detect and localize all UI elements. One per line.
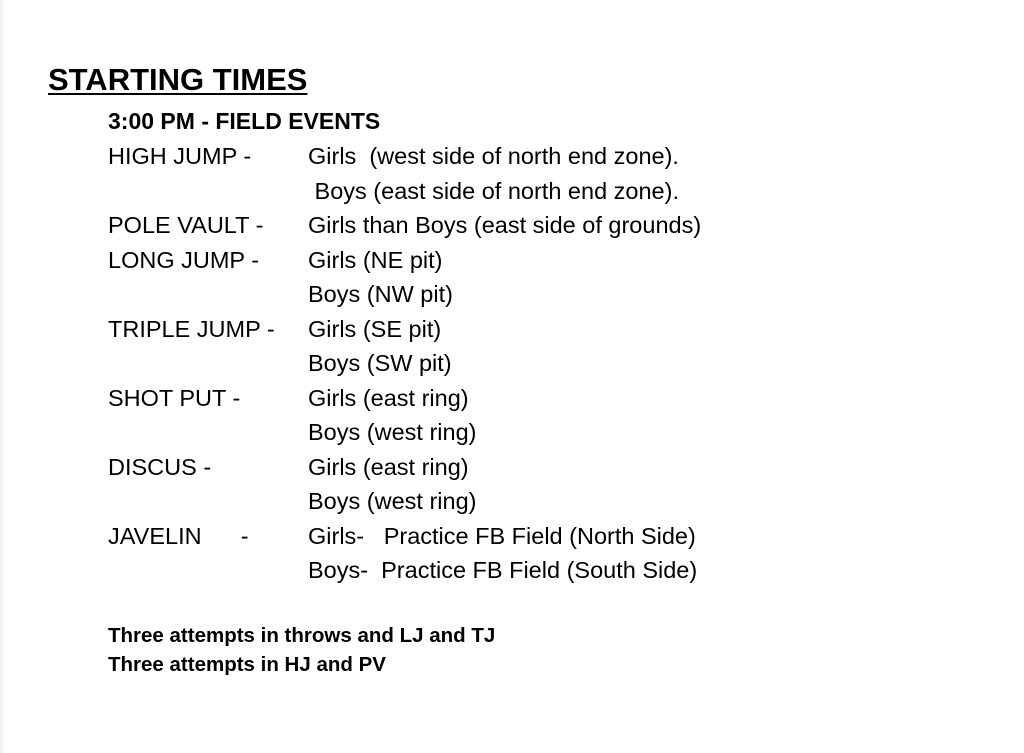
note-line: Three attempts in HJ and PV (108, 653, 386, 676)
note-line: Three attempts in throws and LJ and TJ (108, 624, 496, 647)
event-location: Girls- Practice FB Field (North Side) (308, 522, 696, 549)
event-name: TRIPLE JUMP - (108, 315, 275, 342)
event-location: Boys (SW pit) (308, 350, 452, 376)
schedule-subtitle: 3:00 PM - FIELD EVENTS (108, 108, 381, 134)
event-name: JAVELIN - (108, 522, 249, 549)
event-name: SHOT PUT - (108, 384, 241, 411)
event-location: Girls (NE pit) (308, 246, 443, 273)
event-row (108, 519, 808, 554)
event-name: DISCUS - (108, 453, 212, 480)
event-row (108, 277, 808, 312)
event-row (108, 139, 808, 174)
event-row (108, 553, 808, 588)
event-row (108, 381, 808, 416)
event-location: Girls than Boys (east side of grounds) (308, 212, 702, 238)
event-location: Girls (SE pit) (308, 315, 442, 342)
event-location: Girls (east ring) (308, 384, 469, 411)
attempts-notes (108, 621, 495, 679)
event-location: Boys- Practice FB Field (South Side) (308, 557, 698, 583)
event-row (108, 208, 808, 243)
event-location: Girls (west side of north end zone). (308, 143, 679, 169)
event-location: Boys (east side of north end zone). (308, 177, 679, 204)
event-row (108, 346, 808, 381)
event-row (108, 243, 808, 278)
event-row (108, 312, 808, 347)
event-row (108, 174, 808, 209)
event-location: Boys (west ring) (308, 419, 477, 445)
event-row (108, 415, 808, 450)
events-list (108, 139, 808, 588)
event-row (108, 484, 808, 519)
event-name: LONG JUMP - (108, 246, 260, 273)
page-title: STARTING TIMES (48, 62, 308, 97)
event-name: POLE VAULT - (108, 212, 264, 238)
event-location: Girls (east ring) (308, 453, 469, 480)
event-name: HIGH JUMP - (108, 143, 252, 169)
page-edge (0, 0, 3, 753)
event-location: Boys (NW pit) (308, 281, 453, 307)
event-location: Boys (west ring) (308, 488, 477, 514)
event-row (108, 450, 808, 485)
